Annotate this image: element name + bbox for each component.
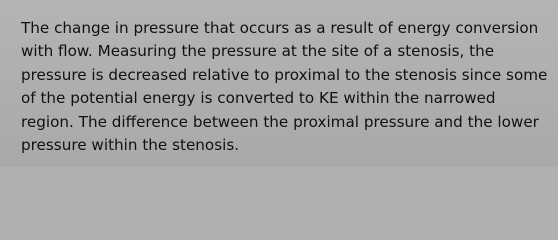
answer-text: The change in pressure that occurs as a result of energy conversion with flow. Measuring the pressure at the site of a stenosis, the pressure is decreased relative to proximal to the stenosis since some of the potential energy is converted to KE within the narrowed region. The difference between the proximal pressure and the lower pressure within the stenosis. [21, 19, 548, 155]
